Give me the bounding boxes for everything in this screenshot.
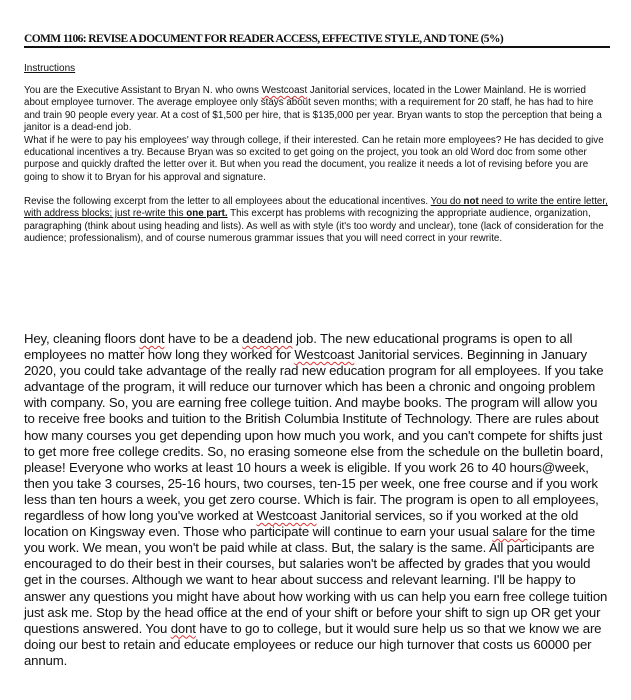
text-run: You are the Executive Assistant to Bryan N. who owns <box>24 85 262 96</box>
instructions-paragraph-2 <box>24 196 610 246</box>
misspelled-word: salare <box>492 524 528 540</box>
text-run: Janitorial services, so if you worked at the old location on Kingsway even. Those who participate will continue to earn your usual <box>24 508 579 540</box>
emphasis-text: not <box>463 196 479 207</box>
page-title: COMM 1106: REVISE A DOCUMENT FOR READER ACCESS, EFFECTIVE STYLE, AND TONE (5%) <box>24 33 504 45</box>
text-run: for the time you work. We mean, you won't be paid while at class. But, the salary is the same. All participants are encouraged to do their best in their courses, but salaries won't be affected by grades that you would get in the courses. Although we want to hear about success and relevant learning. I'll be happy to answer any questions you might have about how working with us can help you earn free college tuition just ask me. Stop by the head office at the end of your shift or before your shift to sign up OR get your questions answered. You <box>24 524 608 636</box>
text-run: Janitorial services, located in the Lower Mainland. He is worried about employee turnover. The average employee only stays about seven months; with a requirement for 20 staff, he has had to hire and train 90 people every year. At a cost of $1,500 per hire, that is $135,000 per year. Bryan wants to stop the perception that being a janitor is a dead-end job. <box>24 85 602 134</box>
text-run: have to be a <box>164 331 243 346</box>
misspelled-word: Westcoast <box>261 85 308 96</box>
underlined-text: You do <box>430 196 464 207</box>
misspelled-word: deadend <box>242 331 293 346</box>
instructions-heading: Instructions <box>24 63 76 74</box>
underlined-text: need to write the entire letter, with address blocks; just re-write this <box>24 196 608 220</box>
misspelled-word: dont <box>139 331 165 346</box>
misspelled-word: Westcoast <box>294 347 355 363</box>
misspelled-word: dont <box>170 620 196 636</box>
text-run: What if he were to pay his employees' way through college, if their interested. Can he retain more employees? He has decided to give educational incentives a try. Because Bryan was so excited to get going on the project, you took an old Word doc from some other purpose and quickly drafted the letter over it. But when you read the document, you realize it needs a lot of revising before you are going to show it to Bryan for his approval and signature. <box>24 134 604 183</box>
title-divider <box>24 46 610 48</box>
text-run: Hey, cleaning floors <box>24 331 140 346</box>
letter-excerpt <box>24 331 610 669</box>
text-run: have to go to college, but it would sure help us so that we know we are doing our best to retain and educate employees or reduce our high turnover that costs us 60000 per annum. <box>24 620 602 668</box>
emphasis-text: one part. <box>186 208 228 220</box>
instructions-paragraph-1 <box>24 85 610 184</box>
misspelled-word: Westcoast <box>256 508 317 524</box>
text-run: Janitorial services. Beginning in January 2020, you could take advantage of the really rad new education program for all employees. If you take advantage of the program, it will reduce our turnover which has been a chronic and ongoing problem with company. So, you are earning free college tuition. And maybe books. The program will allow you to receive free books and tuition to the British Columbia Institute of Technology. There are rules about how many courses you get depending upon how much you work, and you can't compete for shifts just to get more free college credits. So, no erasing someone else from the schedule on the bulletin board, please! Everyone who works at least 10 hours a week is eligible. If you work 26 to 40 hours@week, then you take 3 courses, 25-16 hours, two courses, ten-15 per week, one free course and if you work less than ten hours a week, you get zero course. Which is fair. The program is open to all employees, regardless of how long you've worked at <box>24 347 604 524</box>
text-run: job. The new educational programs is open to all employees no matter how long they worked for <box>24 331 573 363</box>
text-run: Revise the following excerpt from the letter to all employees about the educational incentives. <box>24 196 431 207</box>
text-run: This excerpt has problems with recognizing the appropriate audience, organization, paragraphing (think about using heading and lists). As well as with style (it's too wordy and unclear), tone (lack of consideration for the audience; professionalism), and of course numerous grammar issues that you will need correct in your rewrite. <box>24 208 604 245</box>
